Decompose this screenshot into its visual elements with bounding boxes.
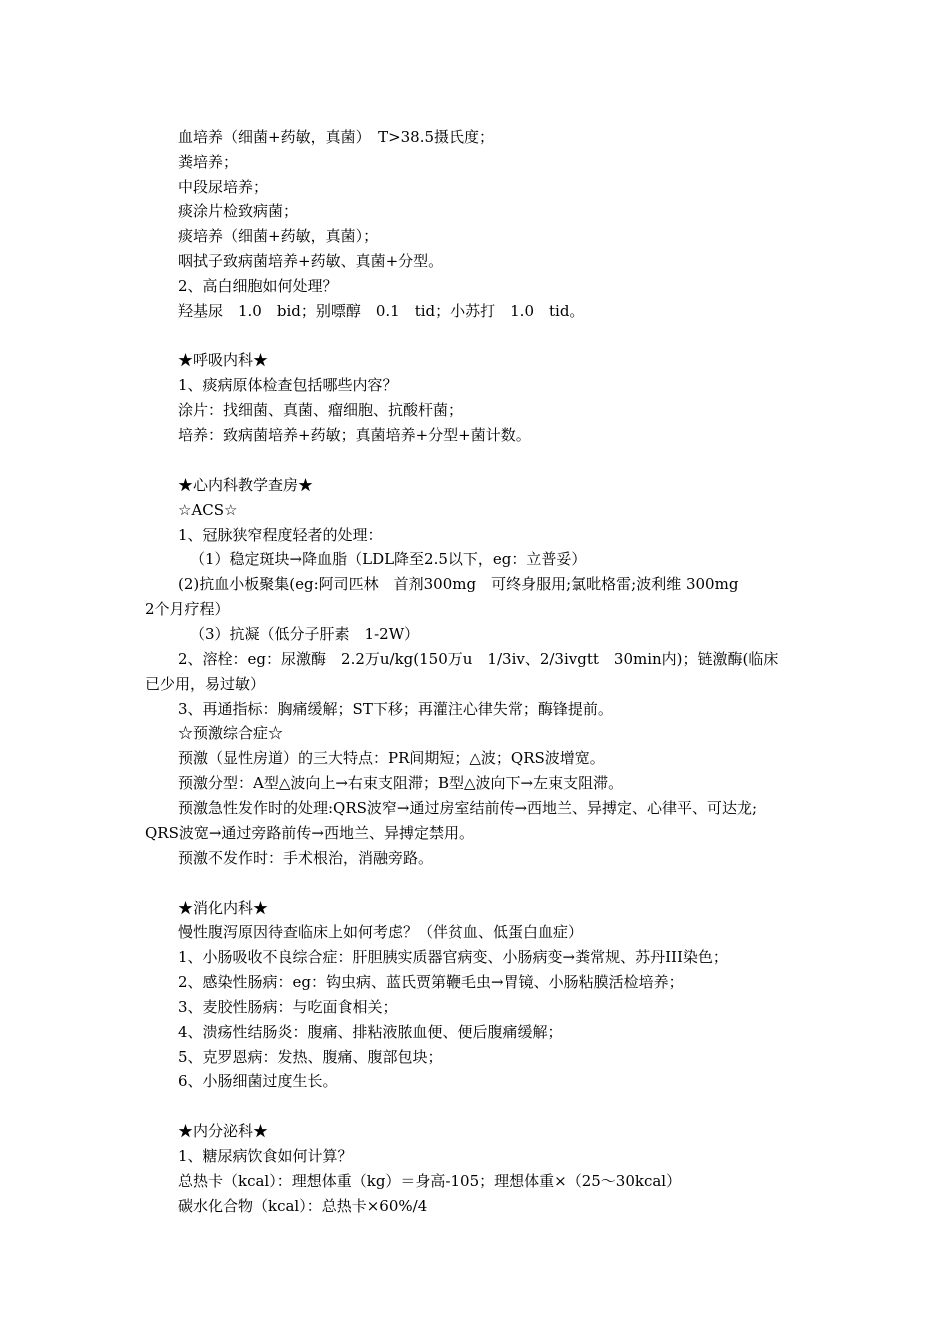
section-heading-cardiology: ★心内科教学查房★: [178, 476, 314, 494]
text-line-malabsorption: 1、小肠吸收不良综合症：肝胆胰实质器官病变、小肠病变→粪常规、苏丹III染色；: [178, 948, 728, 966]
text-line-stool-culture: 粪培养；: [178, 153, 239, 171]
text-line-preexcitation-acute-cont: QRS波宽→通过旁路前传→西地兰、异搏定禁用。: [145, 824, 475, 842]
subheading-acs: ☆ACS☆: [178, 501, 238, 519]
text-line-thrombolysis: 2、溶栓：eg：尿激酶 2.2万u/kg(150万u 1/3iv、2/3ivgtt 30min内)；链激酶(临床: [178, 650, 779, 668]
text-line-sputum-culture: 痰培养（细菌+药敏，真菌）；: [178, 227, 379, 245]
text-line-anticoagulation: （3）抗凝（低分子肝素 1-2W）: [190, 625, 420, 643]
text-line-preexcitation-features: 预激（显性房道）的三大特点：PR间期短；△波；QRS波增宽。: [178, 749, 605, 767]
text-line-leukocyte-treatment: 羟基尿 1.0 bid；别嘌醇 0.1 tid；小苏打 1.0 tid。: [178, 302, 585, 320]
subheading-preexcitation: ☆预激综合症☆: [178, 724, 284, 742]
text-line-carbohydrate: 碳水化合物（kcal）：总热卡×60%/4: [178, 1197, 428, 1215]
text-line-sputum-smear: 痰涂片检致病菌；: [178, 202, 299, 220]
text-line-preexcitation-acute: 预激急性发作时的处理:QRS波窄→通过房室结前传→西地兰、异搏定、心律平、可达龙;: [178, 799, 758, 817]
text-line-preexcitation-types: 预激分型：A型△波向上→右束支阻滞；B型△波向下→左束支阻滞。: [178, 774, 624, 792]
text-line-blood-culture: 血培养（细菌+药敏，真菌） T>38.5摄氏度；: [178, 128, 495, 146]
text-line-stabilize-plaque: （1）稳定斑块→降血脂（LDL降至2.5以下，eg：立普妥）: [190, 550, 587, 568]
text-line-reperfusion: 3、再通指标：胸痛缓解；ST下移；再灌注心律失常；酶锋提前。: [178, 700, 613, 718]
text-line-chronic-diarrhea: 慢性腹泻原因待查临床上如何考虑？（伴贫血、低蛋白血症）: [178, 923, 584, 941]
text-line-total-calories: 总热卡（kcal）：理想体重（kg）＝身高-105；理想体重×（25～30kcal）: [178, 1172, 682, 1190]
text-line-smear: 涂片：找细菌、真菌、瘤细胞、抗酸杆菌；: [178, 401, 464, 419]
text-line-throat-swab: 咽拭子致病菌培养+药敏、真菌+分型。: [178, 252, 444, 270]
section-heading-endocrinology: ★内分泌科★: [178, 1122, 269, 1140]
text-line-antiplatelet-cont: 2个月疗程）: [145, 600, 230, 618]
text-line-thrombolysis-cont: 已少用，易过敏）: [145, 675, 266, 693]
text-line-urine-culture: 中段尿培养；: [178, 178, 269, 196]
text-line-ulcerative-colitis: 4、溃疡性结肠炎：腹痛、排粘液脓血便、便后腹痛缓解；: [178, 1023, 563, 1041]
text-line-antiplatelet: (2)抗血小板聚集(eg:阿司匹林 首剂300mg 可终身服用;氯吡格雷;波利维 300mg: [178, 575, 739, 593]
text-line-preexcitation-nonacute: 预激不发作时：手术根治，消融旁路。: [178, 849, 434, 867]
text-line-celiac: 3、麦胶性肠病：与吃面食相关；: [178, 998, 398, 1016]
text-line-diabetes-diet: 1、糖尿病饮食如何计算？: [178, 1147, 353, 1165]
section-heading-gastroenterology: ★消化内科★: [178, 899, 269, 917]
text-line-bacterial-overgrowth: 6、小肠细菌过度生长。: [178, 1072, 338, 1090]
section-heading-respiratory: ★呼吸内科★: [178, 351, 269, 369]
text-line-infectious: 2、感染性肠病：eg：钩虫病、蓝氏贾第鞭毛虫→胃镜、小肠粘膜活检培养；: [178, 973, 684, 991]
text-line-question-sputum: 1、痰病原体检查包括哪些内容？: [178, 376, 398, 394]
text-line-coronary-treatment: 1、冠脉狭窄程度轻者的处理：: [178, 526, 383, 544]
text-line-crohns: 5、克罗恩病：发热、腹痛、腹部包块；: [178, 1048, 443, 1066]
text-line-culture: 培养：致病菌培养+药敏；真菌培养+分型+菌计数。: [178, 426, 531, 444]
text-line-question-leukocyte: 2、高白细胞如何处理？: [178, 277, 338, 295]
